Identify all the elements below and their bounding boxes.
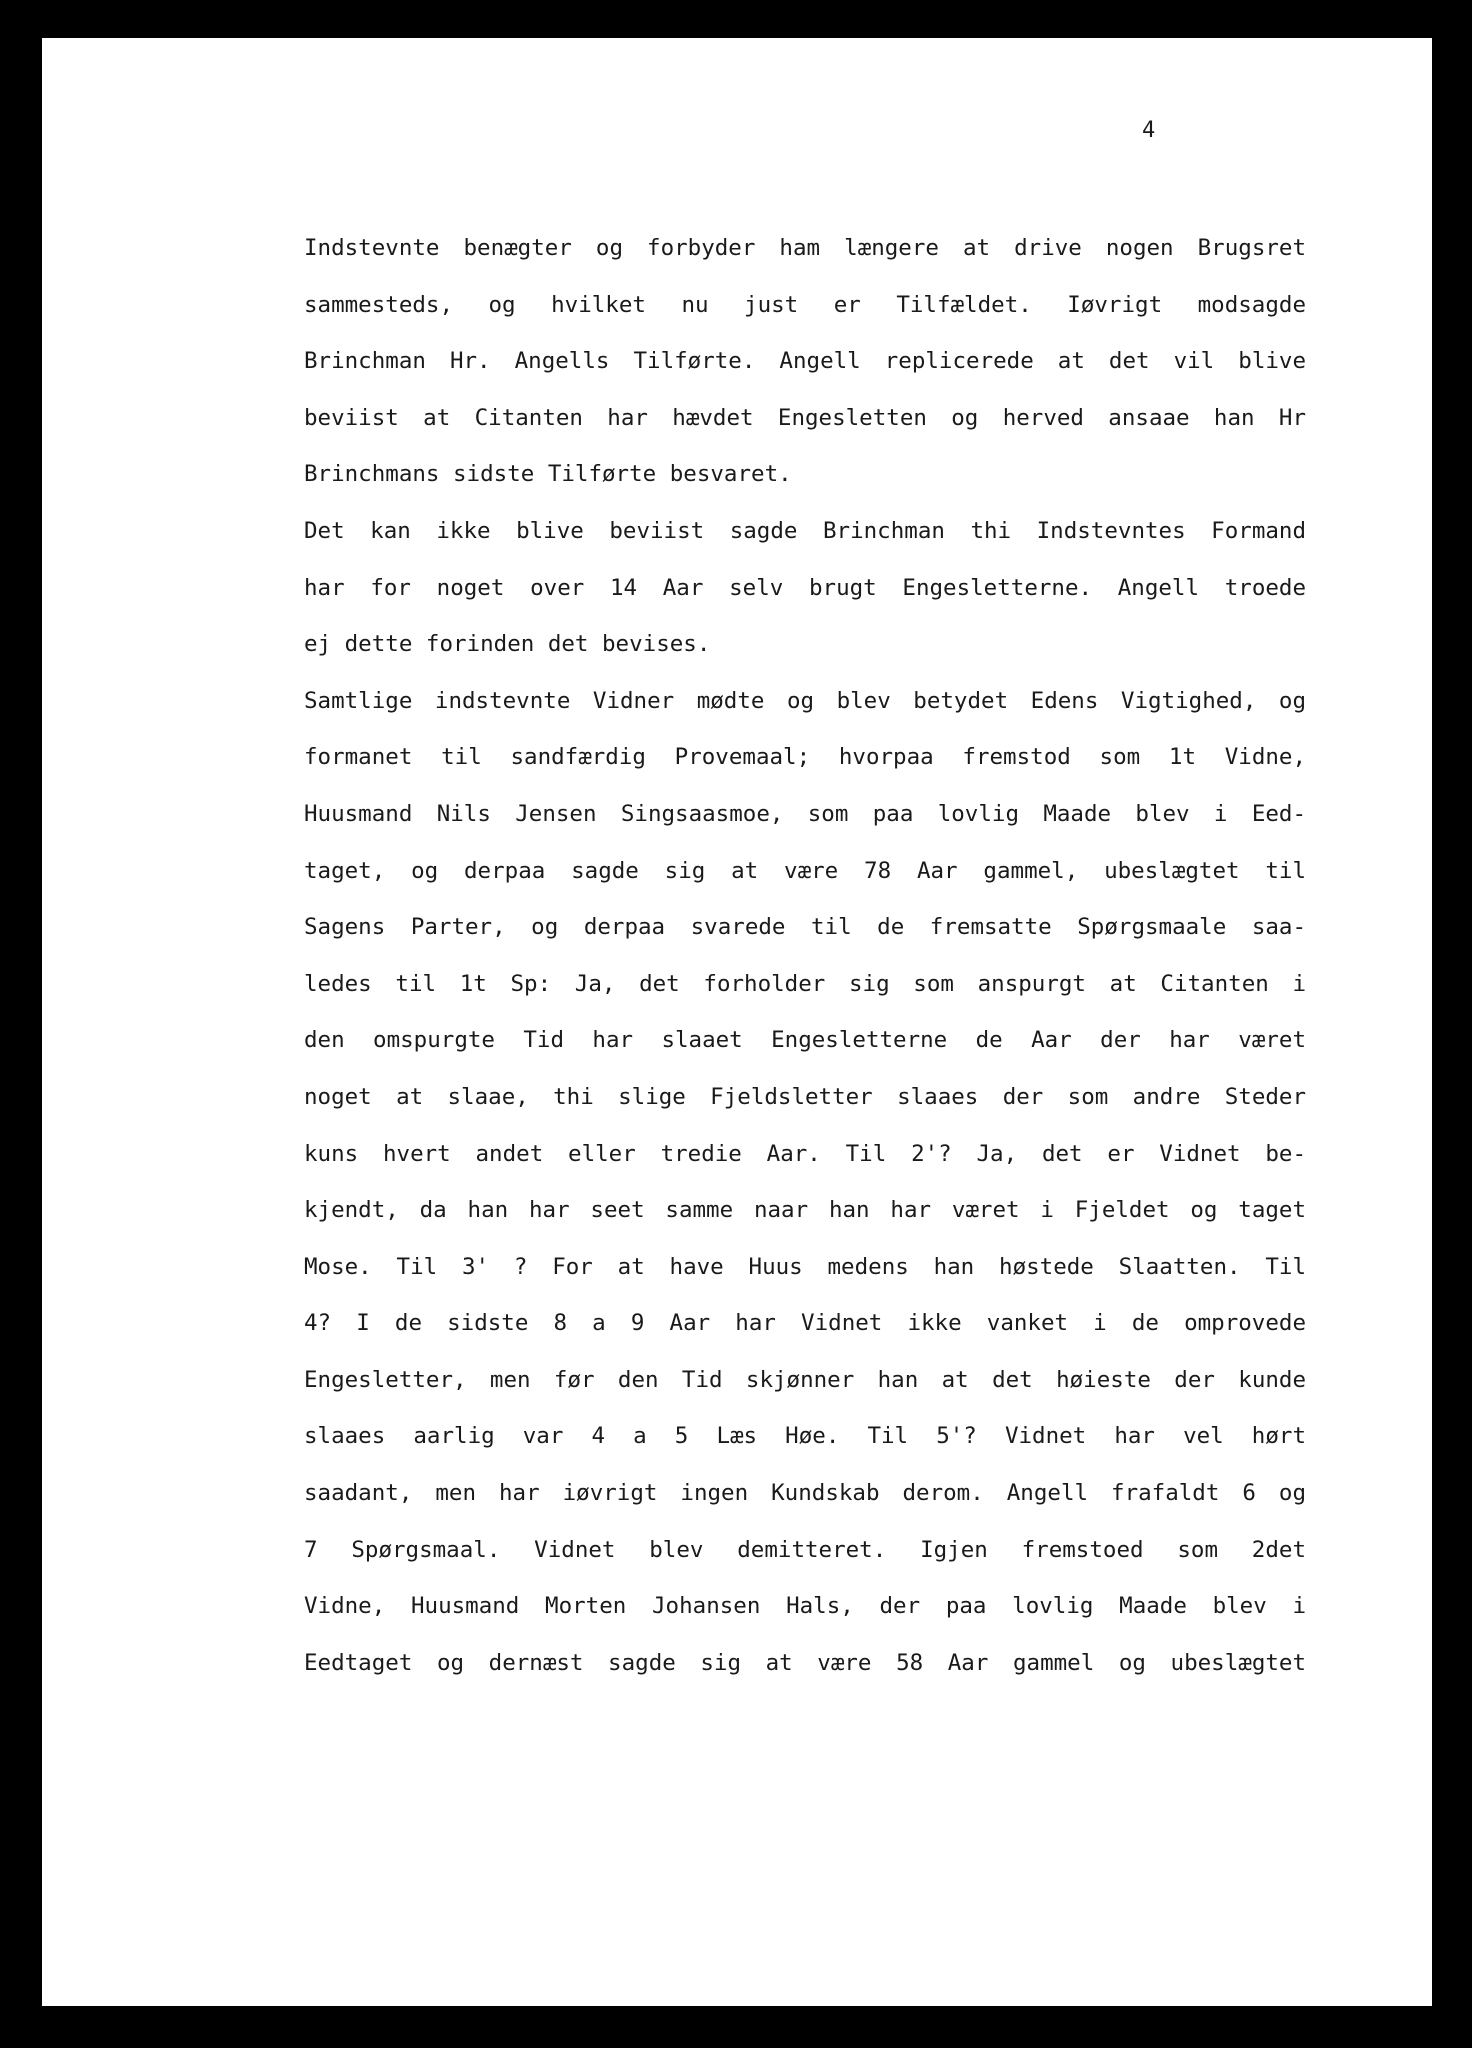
text-line: den omspurgte Tid har slaaet Engesletterne de Aar der har været [304, 1027, 1306, 1054]
text-line: Indstevnte benægter og forbyder ham længere at drive nogen Brugsret [304, 235, 1306, 261]
text-line: Brinchman Hr. Angells Tilførte. Angell replicerede at det vil blive [304, 348, 1306, 375]
text-line: Engesletter, men før den Tid skjønner han at det høieste der kunde [304, 1366, 1306, 1393]
page-number: 4 [1142, 118, 1156, 143]
text-line: kjendt, da han har seet samme naar han har været i Fjeldet og taget [304, 1197, 1306, 1224]
body-text [304, 220, 1306, 1691]
text-line: ej dette forinden det bevises. [304, 631, 711, 658]
text-line: har for noget over 14 Aar selv brugt Engesletterne. Angell troede [304, 574, 1306, 601]
text-line: saadant, men har iøvrigt ingen Kundskab derom. Angell frafaldt 6 og [304, 1480, 1306, 1507]
text-line: slaaes aarlig var 4 a 5 Læs Høe. Til 5'? Vidnet har vel hørt [304, 1423, 1306, 1450]
text-line: Samtlige indstevnte Vidner mødte og blev betydet Edens Vigtighed, og [304, 687, 1306, 714]
text-line: noget at slaae, thi slige Fjeldsletter slaaes der som andre Steder [304, 1083, 1306, 1110]
text-line: Sagens Parter, og derpaa svarede til de fremsatte Spørgsmaale saa- [304, 914, 1306, 941]
text-line: taget, og derpaa sagde sig at være 78 Aar gammel, ubeslægtet til [304, 857, 1306, 884]
text-line: 7 Spørgsmaal. Vidnet blev demitteret. Igjen fremstoed som 2det [304, 1536, 1306, 1563]
text-line: kuns hvert andet eller tredie Aar. Til 2'? Ja, det er Vidnet be- [304, 1140, 1306, 1167]
text-line: 4? I de sidste 8 a 9 Aar har Vidnet ikke vanket i de omprovede [304, 1310, 1306, 1337]
text-line: Eedtaget og dernæst sagde sig at være 58 Aar gammel og ubeslægtet [304, 1649, 1306, 1676]
text-line: formanet til sandfærdig Provemaal; hvorpaa fremstod som 1t Vidne, [304, 744, 1306, 771]
text-line: Brinchmans sidste Tilførte besvaret. [304, 461, 792, 488]
text-line: beviist at Citanten har hævdet Engesletten og herved ansaae han Hr [304, 404, 1306, 431]
text-line: Mose. Til 3' ? For at have Huus medens han høstede Slaatten. Til [304, 1253, 1306, 1280]
text-line: sammesteds, og hvilket nu just er Tilfældet. Iøvrigt modsagde [304, 291, 1306, 318]
document-page [42, 38, 1432, 2006]
text-line: ledes til 1t Sp: Ja, det forholder sig som anspurgt at Citanten i [304, 970, 1306, 997]
text-line: Huusmand Nils Jensen Singsaasmoe, som paa lovlig Maade blev i Eed- [304, 800, 1306, 827]
text-line: Vidne, Huusmand Morten Johansen Hals, der paa lovlig Maade blev i [304, 1593, 1306, 1620]
text-line: Det kan ikke blive beviist sagde Brinchman thi Indstevntes Formand [304, 517, 1306, 544]
